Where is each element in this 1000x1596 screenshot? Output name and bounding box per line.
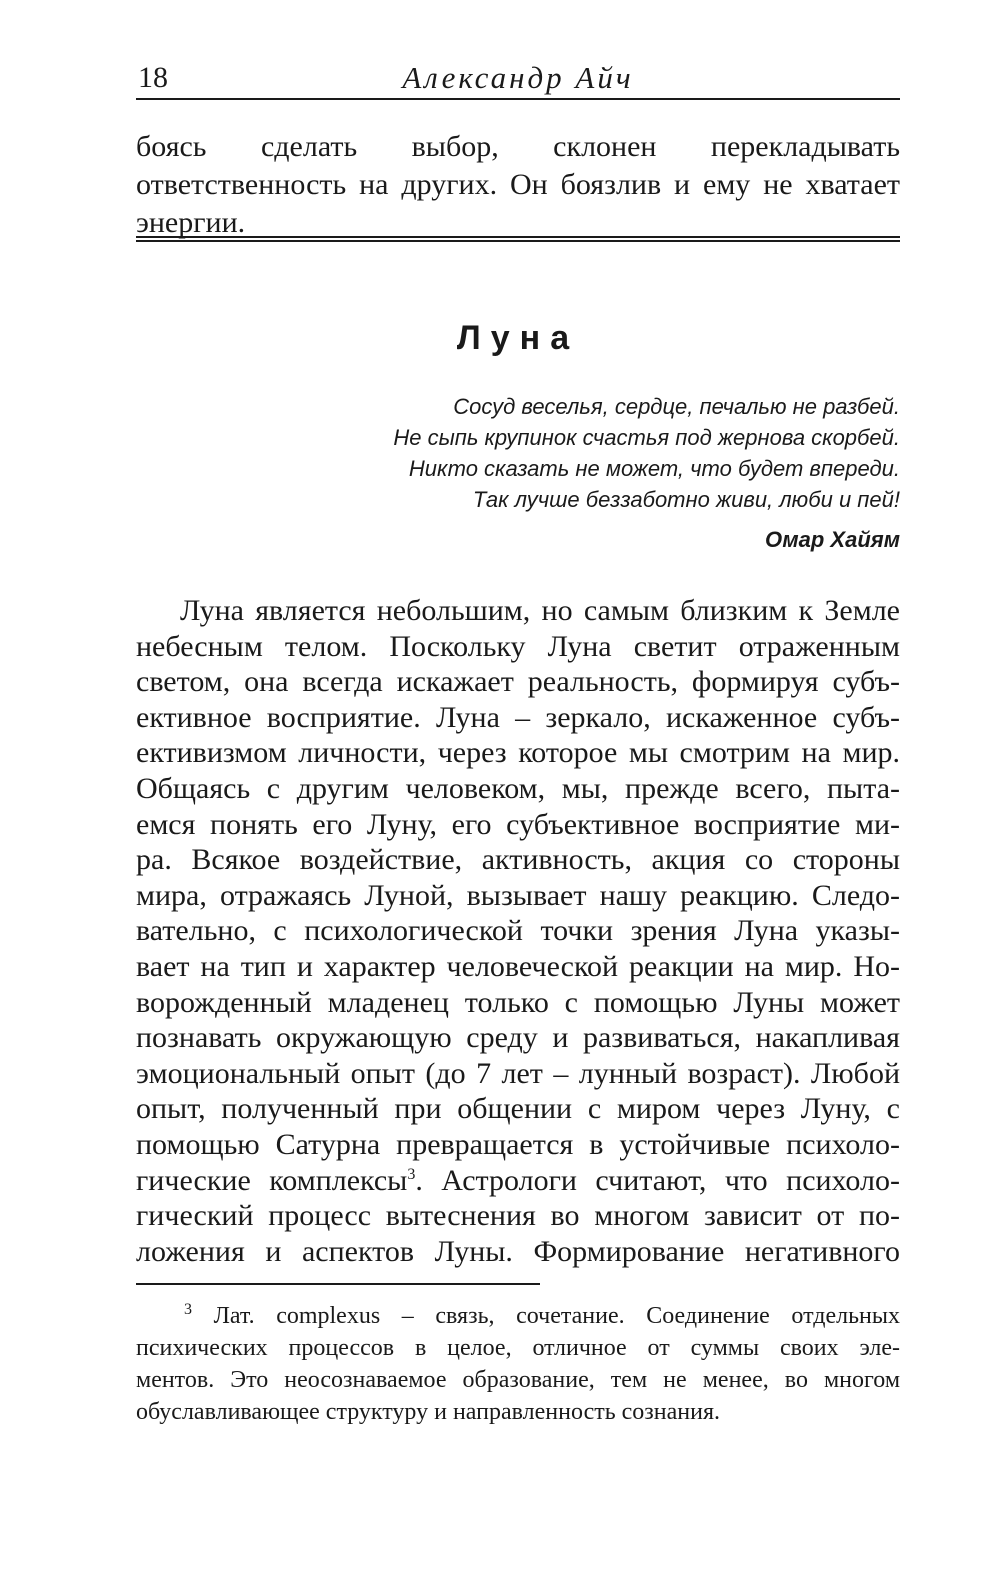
body-line: вает на тип и характер человеческой реакции на мир. Но- [136,949,900,983]
page-number: 18 [138,61,168,94]
body-line: вательно, с психологической точки зрения Луна указы- [136,914,900,948]
epigraph-line: Сосуд веселья, сердце, печалью не разбей. [453,394,900,419]
footnote-marker: 3 [184,1301,192,1318]
footnote-line: ментов. Это неосознаваемое образование, тем не менее, во многом [136,1367,900,1393]
continued-paragraph: боясь сделать выбор, склонен перекладывать ответственность на других. Он боязлив и ему не хватает энергии. [136,130,900,239]
main-paragraph [136,593,900,1269]
footnote [136,1300,900,1428]
body-line: Луна является небольшим, но самым близким к Земле [180,594,900,627]
page-header [136,58,900,100]
body-line: эмоциональный опыт (до 7 лет – лунный возраст). Любой [136,1056,900,1090]
epigraph-line: Никто сказать не может, что будет впереди. [408,456,900,481]
footnote-line [136,1300,900,1332]
body-line: ективное восприятие. Луна – зеркало, искаженное субъ- [136,700,900,734]
body-line: познавать окружающую среду и развиваться, накапливая [136,1021,900,1055]
body-line: небесным телом. Поскольку Луна светит отраженным [136,629,900,663]
epigraph-line: Так лучше беззаботно живи, люби и пей! [472,487,900,512]
body-line: емся понять его Луну, его субъективное восприятие ми- [136,807,900,841]
body-line: ворожденный младенец только с помощью Луны может [136,985,900,1019]
epigraph [200,391,900,555]
footnote-line: обуславливающее структуру и направленность сознания. [136,1399,721,1425]
body-line-head: гические комплексы [136,1163,408,1197]
footnote-line: психических процессов в целое, отличное от суммы своих эле- [136,1335,900,1361]
body-line-tail: . Астрологи считают, что психоло- [415,1163,900,1197]
footnote-ref-marker[interactable]: 3 [407,1165,416,1183]
section-divider [136,236,900,242]
epigraph-line: Не сыпь крупинок счастья под жернова скорбей. [393,425,900,450]
body-line: ложения и аспектов Луны. Формирование негативного [136,1234,900,1268]
body-line: гический процесс вытеснения во многом зависит от по- [136,1199,900,1233]
book-page [136,0,900,1596]
body-line-with-footnote-ref [136,1163,900,1199]
body-line: мира, отражаясь Луной, вызывает нашу реакцию. Следо- [136,878,900,912]
body-line: Общаясь с другим человеком, мы, прежде всего, пыта- [136,771,900,805]
body-line: ра. Всякое воздействие, активность, акция со стороны [136,843,900,877]
running-head-author: Александр Айч [402,60,634,95]
body-line: ективизмом личности, через которое мы смотрим на мир. [136,736,900,770]
epigraph-author: Омар Хайям [764,527,900,552]
body-line: опыт, полученный при общении с миром через Луну, с [136,1092,900,1126]
footnote-divider [136,1283,540,1285]
footnote-text: Лат. complexus – связь, сочетание. Соединение отдельных [192,1303,900,1329]
body-line: помощью Сатурна превращается в устойчивые психоло- [136,1127,900,1161]
section-title: Луна [456,319,580,357]
body-line: светом, она всегда искажает реальность, формируя субъ- [136,665,900,699]
